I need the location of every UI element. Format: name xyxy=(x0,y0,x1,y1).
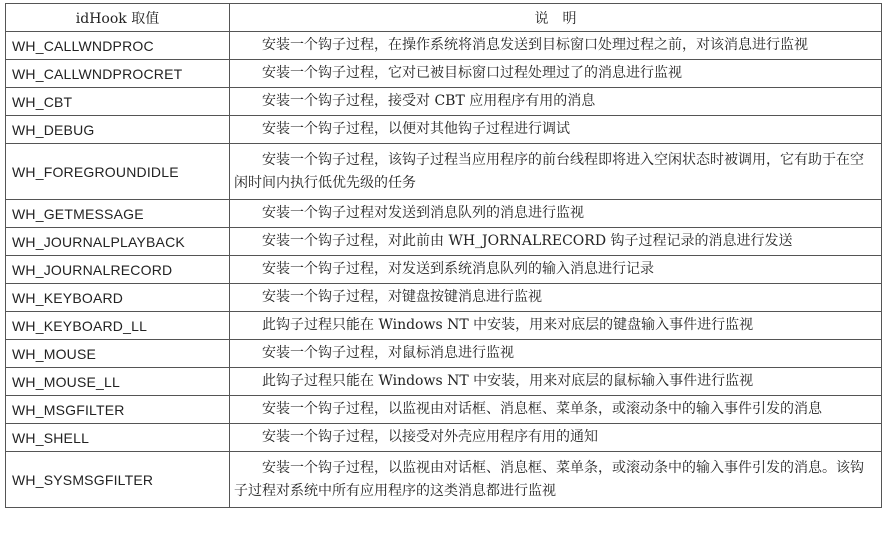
header-idhook-value: idHook 取值 xyxy=(6,4,230,32)
hook-name-cell: WH_DEBUG xyxy=(6,116,230,144)
table-header-row xyxy=(6,4,882,32)
hook-name-cell: WH_JOURNALRECORD xyxy=(6,256,230,284)
header-description: 说 明 xyxy=(230,4,882,32)
table-row xyxy=(6,312,882,340)
hook-name-cell: WH_MSGFILTER xyxy=(6,396,230,424)
table-row xyxy=(6,88,882,116)
hook-description-cell: 安装一个钩子过程，以接受对外壳应用程序有用的通知 xyxy=(230,424,882,452)
hook-name-cell: WH_KEYBOARD_LL xyxy=(6,312,230,340)
hook-description-cell: 安装一个钩子过程，在操作系统将消息发送到目标窗口处理过程之前，对该消息进行监视 xyxy=(230,32,882,60)
table-row xyxy=(6,340,882,368)
idhook-table xyxy=(5,3,882,508)
table-row xyxy=(6,60,882,88)
hook-description-cell: 安装一个钩子过程，以监视由对话框、消息框、菜单条，或滚动条中的输入事件引发的消息。该钩子过程对系统中所有应用程序的这类消息都进行监视 xyxy=(230,452,882,508)
hook-description-cell: 安装一个钩子过程，该钩子过程当应用程序的前台线程即将进入空闲状态时被调用，它有助于在空闲时间内执行低优先级的任务 xyxy=(230,144,882,200)
hook-description-cell: 安装一个钩子过程，它对已被目标窗口过程处理过了的消息进行监视 xyxy=(230,60,882,88)
table-row xyxy=(6,32,882,60)
table-row xyxy=(6,256,882,284)
hook-description-cell: 安装一个钩子过程，对键盘按键消息进行监视 xyxy=(230,284,882,312)
hook-name-cell: WH_CALLWNDPROC xyxy=(6,32,230,60)
hook-name-cell: WH_MOUSE_LL xyxy=(6,368,230,396)
hook-description-cell: 此钩子过程只能在 Windows NT 中安装，用来对底层的键盘输入事件进行监视 xyxy=(230,312,882,340)
hook-table-container xyxy=(5,3,882,508)
table-row xyxy=(6,452,882,508)
hook-name-cell: WH_MOUSE xyxy=(6,340,230,368)
hook-description-cell: 此钩子过程只能在 Windows NT 中安装，用来对底层的鼠标输入事件进行监视 xyxy=(230,368,882,396)
hook-description-cell: 安装一个钩子过程，对此前由 WH_JORNALRECORD 钩子过程记录的消息进行发送 xyxy=(230,228,882,256)
hook-description-cell: 安装一个钩子过程，以监视由对话框、消息框、菜单条，或滚动条中的输入事件引发的消息 xyxy=(230,396,882,424)
hook-name-cell: WH_SYSMSGFILTER xyxy=(6,452,230,508)
hook-description-cell: 安装一个钩子过程，接受对 CBT 应用程序有用的消息 xyxy=(230,88,882,116)
hook-name-cell: WH_FOREGROUNDIDLE xyxy=(6,144,230,200)
table-row xyxy=(6,396,882,424)
hook-description-cell: 安装一个钩子过程，以便对其他钩子过程进行调试 xyxy=(230,116,882,144)
hook-description-cell: 安装一个钩子过程，对鼠标消息进行监视 xyxy=(230,340,882,368)
table-row xyxy=(6,228,882,256)
hook-name-cell: WH_SHELL xyxy=(6,424,230,452)
hook-name-cell: WH_KEYBOARD xyxy=(6,284,230,312)
hook-name-cell: WH_CALLWNDPROCRET xyxy=(6,60,230,88)
table-row xyxy=(6,116,882,144)
table-row xyxy=(6,144,882,200)
hook-description-cell: 安装一个钩子过程对发送到消息队列的消息进行监视 xyxy=(230,200,882,228)
table-row xyxy=(6,424,882,452)
table-row xyxy=(6,284,882,312)
hook-description-cell: 安装一个钩子过程，对发送到系统消息队列的输入消息进行记录 xyxy=(230,256,882,284)
hook-name-cell: WH_JOURNALPLAYBACK xyxy=(6,228,230,256)
hook-name-cell: WH_CBT xyxy=(6,88,230,116)
hook-name-cell: WH_GETMESSAGE xyxy=(6,200,230,228)
table-row xyxy=(6,368,882,396)
table-row xyxy=(6,200,882,228)
